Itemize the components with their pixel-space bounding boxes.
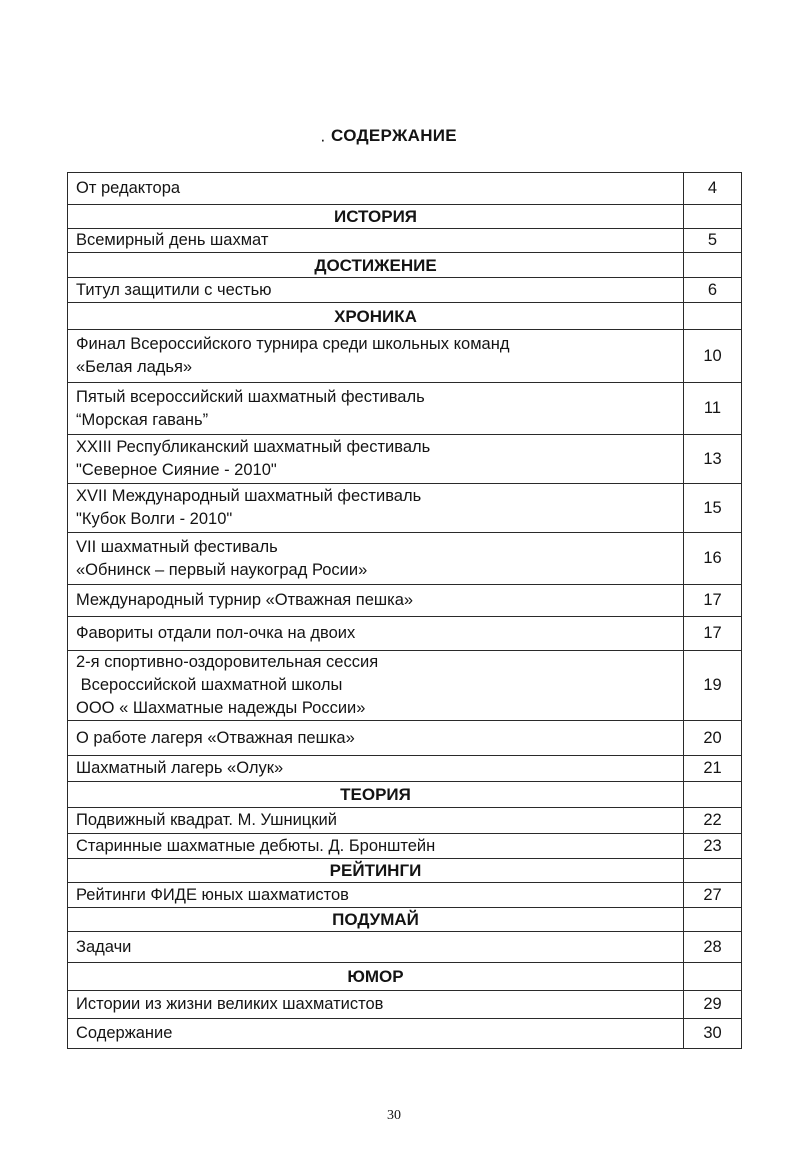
section-header-row [68,859,742,883]
entry-title-line: Пятый всероссийский шахматный фестиваль [76,387,425,406]
entry-title-line: Старинные шахматные дебюты. Д. Бронштейн [76,836,436,855]
page-ref: 23 [684,834,742,859]
toc-entry-row [68,808,742,834]
section-title [68,253,684,278]
page-ref: 30 [684,1019,742,1049]
entry-title [68,721,684,756]
page-ref: 22 [684,808,742,834]
entry-title-line: ХРОНИКА [334,306,417,326]
section-title [68,859,684,883]
entry-title-line: О работе лагеря «Отважная пешка» [76,728,355,747]
toc-entry-row [68,756,742,782]
entry-title-line: VII шахматный фестиваль [76,537,278,556]
title-text: СОДЕРЖАНИЕ [331,126,457,145]
entry-title [68,756,684,782]
toc-entry-row [68,484,742,533]
page-number: 30 [387,1108,401,1123]
entry-title [68,617,684,651]
page-ref [684,782,742,808]
toc-entry-row [68,991,742,1019]
entry-title [68,651,684,721]
toc-entry-row [68,651,742,721]
section-header-row [68,253,742,278]
page-title [0,126,788,149]
entry-title-line: Содержание [76,1024,173,1042]
entry-title-line: Истории из жизни великих шахматистов [76,995,384,1013]
page-ref: 5 [684,229,742,253]
entry-title [68,932,684,963]
page-ref: 21 [684,756,742,782]
toc-entry-row [68,721,742,756]
entry-title [68,1019,684,1049]
page-ref: 10 [684,330,742,383]
entry-title-line: РЕЙТИНГИ [329,861,422,880]
entry-title-line: Фавориты отдали пол-очка на двоих [76,624,356,642]
toc-entry-row [68,932,742,963]
entry-title [68,834,684,859]
toc-entry-row [68,435,742,484]
entry-title [68,173,684,205]
entry-title-line: ИСТОРИЯ [333,207,418,226]
page-ref: 17 [684,617,742,651]
page-ref [684,859,742,883]
page-ref: 13 [684,435,742,484]
toc-entry-row [68,533,742,585]
entry-title-line: "Кубок Волги - 2010" [76,510,233,528]
page-ref: 16 [684,533,742,585]
scan-dot: · [320,130,326,149]
section-title [68,205,684,229]
page-ref: 4 [684,173,742,205]
entry-title [68,883,684,908]
page-ref: 15 [684,484,742,533]
entry-title-line: Всероссийской шахматной школы [76,676,343,694]
section-header-row [68,782,742,808]
entry-title-line: ТЕОРИЯ [340,785,411,804]
page-ref [684,205,742,229]
entry-title-line: ООО « Шахматные надежды России» [76,699,366,717]
page-ref: 29 [684,991,742,1019]
entry-title-line: Всемирный день шахмат [76,231,269,249]
entry-title [68,991,684,1019]
page-ref: 11 [684,383,742,435]
entry-title [68,808,684,834]
toc-entry-row [68,585,742,617]
toc-entry-row [68,617,742,651]
entry-title-line: Титул защитили с честью [76,280,272,299]
page-ref: 19 [684,651,742,721]
entry-title-line: 2-я спортивно-оздоровительная сессия [76,653,379,671]
toc-entry-row [68,883,742,908]
toc-entry-row [68,834,742,859]
page-ref [684,303,742,330]
entry-title-line: Шахматный лагерь «Олук» [76,759,284,777]
page-ref: 27 [684,883,742,908]
toc-entry-row [68,1019,742,1049]
entry-title-line: Финал Всероссийского турнира среди школьных команд [76,335,510,353]
entry-title [68,383,684,435]
page-ref [684,963,742,991]
section-header-row [68,963,742,991]
section-header-row [68,205,742,229]
entry-title [68,278,684,303]
page-ref: 28 [684,932,742,963]
section-header-row [68,908,742,932]
entry-title [68,533,684,585]
toc-entry-row [68,383,742,435]
entry-title-line: ДОСТИЖЕНИЕ [314,255,437,275]
entry-title [68,585,684,617]
entry-title-line: Подвижный квадрат. М. Ушницкий [76,811,337,829]
page-ref [684,253,742,278]
entry-title-line: «Обнинск – первый наукоград Росии» [76,560,368,579]
toc-entry-row [68,330,742,383]
section-title [68,908,684,932]
entry-title-line: XVII Международный шахматный фестиваль [76,487,422,505]
entry-title-line: Задачи [76,937,132,956]
contents-table [67,172,742,1049]
section-title [68,303,684,330]
section-header-row [68,303,742,330]
entry-title-line: ПОДУМАЙ [332,910,419,929]
entry-title-line: XXIII Республиканский шахматный фестиваль [76,438,431,456]
page-ref: 17 [684,585,742,617]
page-ref [684,908,742,932]
entry-title-line: Рейтинги ФИДЕ юных шахматистов [76,885,349,904]
toc-entry-row [68,229,742,253]
entry-title-line: "Северное Сияние - 2010" [76,461,277,479]
toc-entry-row [68,278,742,303]
section-title [68,963,684,991]
entry-title [68,435,684,484]
entry-title-line: “Морская гавань” [76,410,209,429]
section-title [68,782,684,808]
entry-title-line: Международный турнир «Отважная пешка» [76,591,414,609]
entry-title-line: От редактора [76,179,181,197]
entry-title [68,484,684,533]
page-ref: 6 [684,278,742,303]
entry-title [68,330,684,383]
entry-title [68,229,684,253]
entry-title-line: ЮМОР [347,967,404,986]
entry-title-line: «Белая ладья» [76,358,193,376]
toc-entry-row [68,173,742,205]
page-ref: 20 [684,721,742,756]
